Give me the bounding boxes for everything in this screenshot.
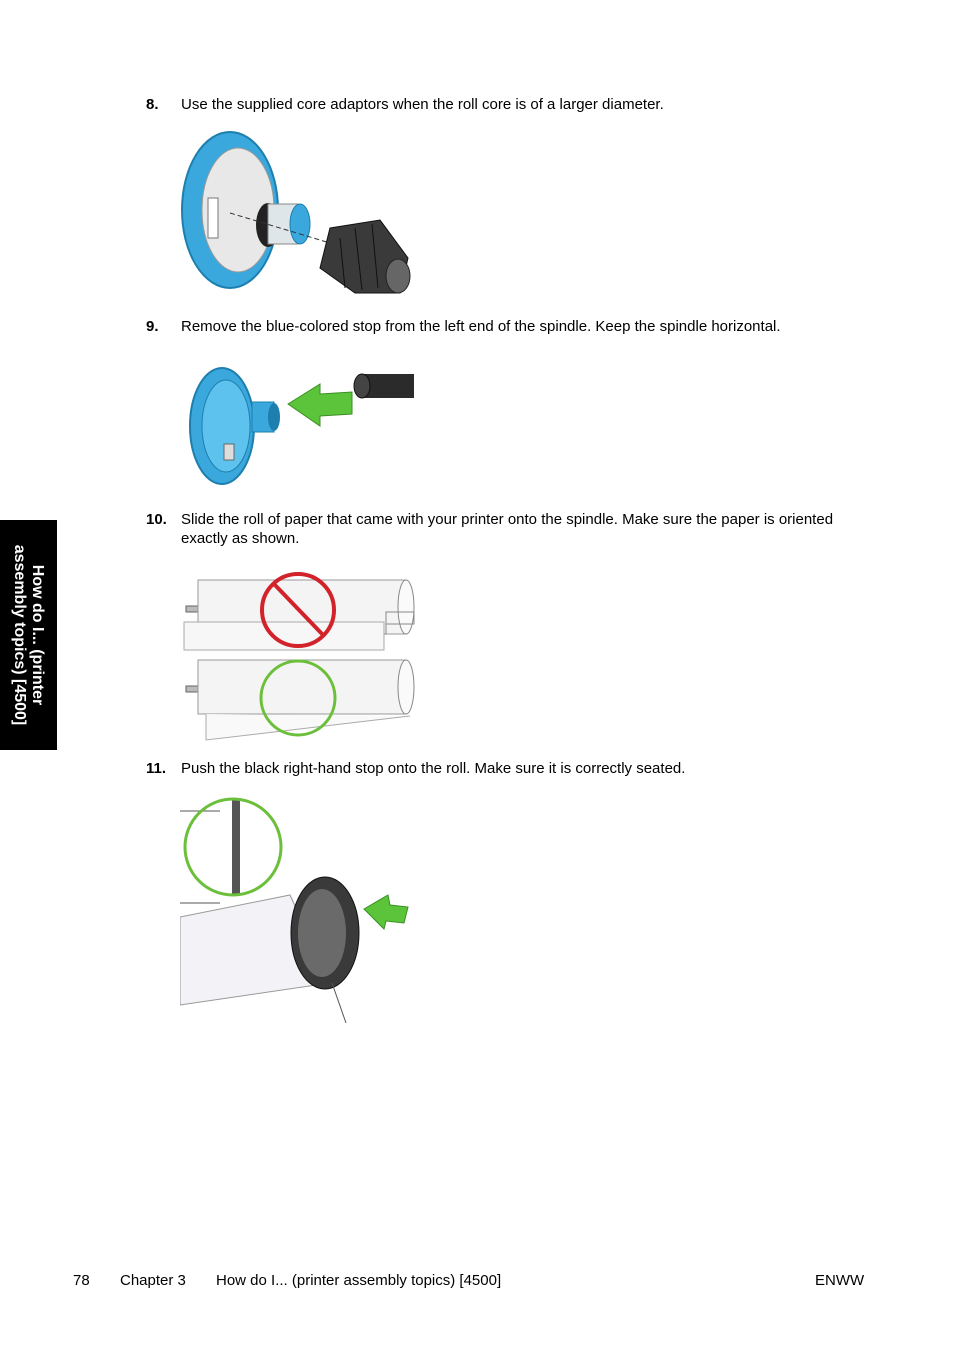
step-text: Slide the roll of paper that came with your printer onto the spindle. Make sure the paper is oriented exactly as shown. (181, 511, 834, 547)
footer-doc-code: ENWW (815, 1272, 865, 1289)
step-text: Push the black right-hand stop onto the roll. Make sure it is correctly seated. (181, 760, 686, 777)
page-number: 78 (73, 1272, 90, 1289)
paper-orientation-illustration (180, 562, 415, 744)
core-adaptor-illustration (180, 128, 415, 300)
step-number: 11. (146, 760, 167, 777)
step-number: 10. (146, 511, 167, 528)
step-number: 9. (146, 318, 159, 335)
remove-blue-stop-illustration (180, 362, 415, 490)
chapter-side-tab (0, 520, 57, 750)
side-tab-line-1: How do I... (printer (29, 564, 47, 706)
side-tab-line-2: assembly topics) [4500] (11, 544, 29, 726)
step-text: Use the supplied core adaptors when the roll core is of a larger diameter. (181, 96, 664, 113)
step-text: Remove the blue-colored stop from the left end of the spindle. Keep the spindle horizontal. (181, 318, 781, 335)
step-number: 8. (146, 96, 159, 113)
side-tab-label (0, 520, 57, 750)
footer-chapter: Chapter 3 (120, 1272, 186, 1289)
right-hand-stop-illustration (180, 795, 415, 1023)
footer-chapter-title: How do I... (printer assembly topics) [4500] (216, 1272, 502, 1289)
